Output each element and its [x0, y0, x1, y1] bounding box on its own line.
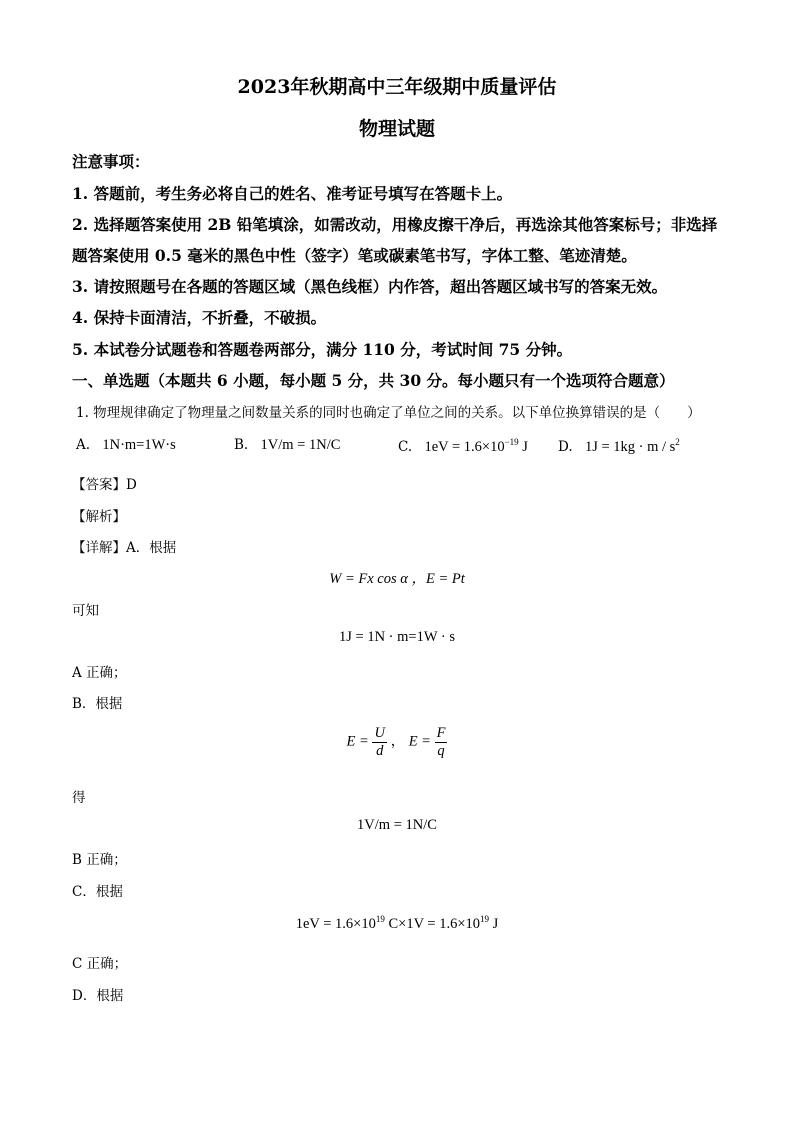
- option-c-text: 1eV = 1.6×10: [424, 438, 505, 455]
- equation-work-power: W = Fx cos α ，E = Pt: [329, 571, 465, 587]
- detail-c-text: C．根据: [72, 884, 123, 900]
- option-d-text: 1J = 1kg · m / s: [584, 438, 676, 455]
- exam-title: 2023年秋期高中三年级期中质量评估: [237, 76, 557, 98]
- option-b: [234, 437, 340, 454]
- kezhi-text: 可知: [72, 603, 99, 619]
- option-a-text: 1N·m=1W·s: [102, 437, 176, 453]
- option-d: [558, 437, 680, 456]
- section-heading: 一、单选题（本题共 6 小题，每小题 5 分，共 30 分。每小题只有一个选项符合题意）: [72, 371, 675, 390]
- fraction-denominator-q: q: [437, 742, 445, 759]
- equation-ev-exponent-2: 19: [480, 914, 490, 924]
- option-c-label: C.: [398, 438, 413, 455]
- notice-item-5: 5. 本试卷分试题卷和答题卷两部分，满分 110 分，考试时间 75 分钟。: [72, 340, 573, 359]
- detail-b-text: B．根据: [72, 696, 123, 712]
- equation-ev-part-2: C×1V = 1.6×10: [384, 915, 481, 932]
- equation-field: [0, 725, 794, 759]
- option-b-label: B.: [234, 437, 249, 453]
- answer-tag: 【答案】: [72, 477, 126, 493]
- equation-field-units: 1V/m = 1N/C: [357, 817, 437, 833]
- fraction-denominator-d: d: [376, 742, 384, 759]
- analysis-tag: 【解析】: [72, 509, 126, 525]
- b-correct-text: B 正确；: [72, 852, 127, 868]
- de-text: 得: [72, 790, 86, 806]
- fraction-f-over-q: [435, 725, 448, 759]
- notice-heading: 注意事项：: [72, 152, 150, 171]
- equation-ev-exponent-1: 19: [375, 914, 385, 924]
- option-b-text: 1V/m = 1N/C: [260, 437, 341, 453]
- question-1-stem: 1. 物理规律确定了物理量之间数量关系的同时也确定了单位之间的关系。以下单位换算错误的是（ ）: [76, 405, 701, 421]
- notice-item-3: 3. 请按照题号在各题的答题区域（黑色线框）内作答，超出答题区域书写的答案无效。: [72, 277, 668, 296]
- detail-a-line: [72, 536, 176, 556]
- detail-a-text: A．根据: [126, 540, 177, 556]
- equation-ev-part-3: J: [489, 915, 499, 932]
- fraction-numerator-f: F: [436, 725, 446, 741]
- fraction-u-over-d: [372, 725, 386, 759]
- answer-line: [72, 473, 137, 493]
- notice-item-4: 4. 保持卡面清洁，不折叠，不破损。: [72, 308, 327, 327]
- exam-subtitle: 物理试题: [358, 118, 435, 140]
- notice-item-2-line-1: 2. 选择题答案使用 2B 铅笔填涂，如需改动，用橡皮擦干净后，再选涂其他答案标号；非选择: [72, 215, 718, 234]
- option-c-exponent: −19: [504, 437, 519, 447]
- detail-d-text: D．根据: [72, 988, 124, 1004]
- fraction-numerator-u: U: [374, 725, 385, 741]
- c-correct-text: C 正确；: [72, 956, 128, 972]
- equation-joule: 1J = 1N · m=1W · s: [339, 629, 455, 645]
- option-d-label: D.: [558, 438, 573, 455]
- equation-separator: ，: [390, 733, 406, 750]
- option-d-exponent: 2: [675, 437, 680, 447]
- option-a: [76, 437, 176, 454]
- option-c: [398, 437, 528, 456]
- equation-ev-part-1: 1eV = 1.6×10: [295, 915, 376, 932]
- a-correct-text: A 正确；: [72, 665, 127, 681]
- option-c-unit: J: [518, 438, 528, 455]
- notice-item-1: 1. 答题前，考生务必将自己的姓名、准考证号填写在答题卡上。: [72, 184, 513, 203]
- answer-value: D: [126, 477, 137, 493]
- notice-item-2-line-2: 题答案使用 0.5 毫米的黑色中性（签字）笔或碳素笔书写，字体工整、笔迹清楚。: [72, 246, 637, 265]
- option-a-label: A.: [76, 437, 91, 453]
- equation-e-2: E =: [408, 733, 431, 750]
- equation-electron-volt: [0, 914, 794, 933]
- equation-e-1: E =: [346, 733, 369, 750]
- detail-tag: 【详解】: [72, 540, 126, 556]
